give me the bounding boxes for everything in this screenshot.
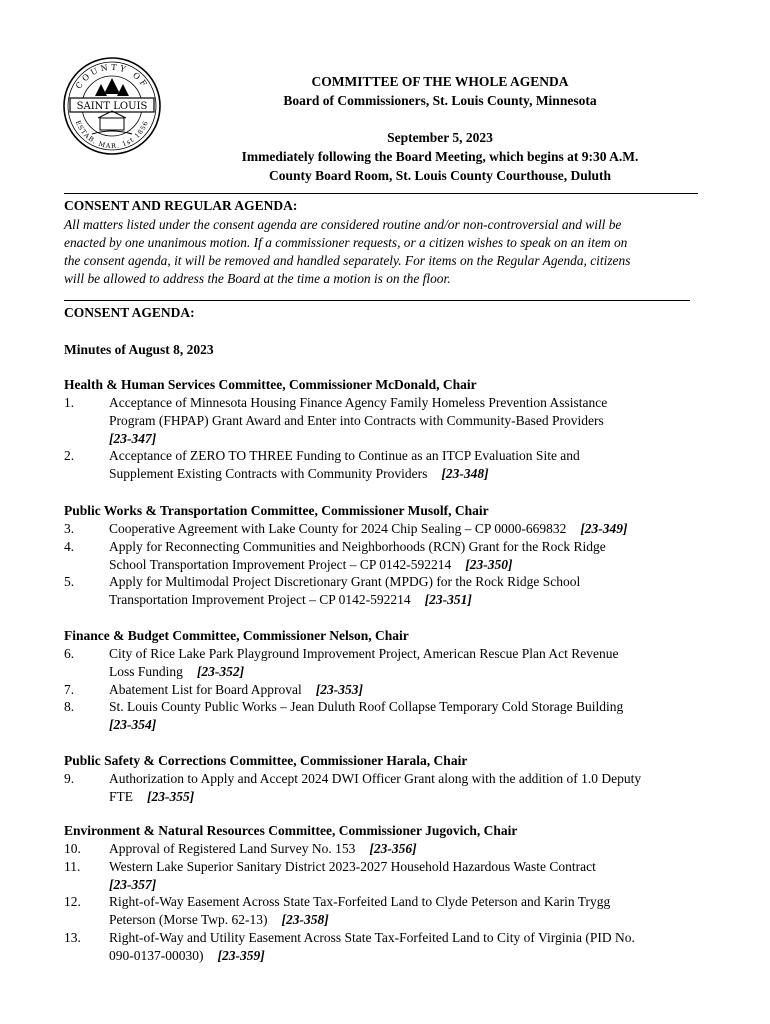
item-number: 3. <box>64 521 75 536</box>
consent-regular-description <box>64 216 714 288</box>
item-text-line: Peterson (Morse Twp. 62-13) <box>109 912 268 928</box>
item-reference: [23-358] <box>281 912 329 928</box>
item-reference: [23-353] <box>315 681 363 697</box>
item-number: 4. <box>64 538 75 554</box>
item-text-line: St. Louis County Public Works – Jean Duluth Roof Collapse Temporary Cold Storage Building <box>109 699 624 715</box>
item-number: 1. <box>64 395 75 410</box>
item-reference: [23-350] <box>465 556 513 572</box>
item-number: 11. <box>64 858 81 874</box>
item-text-line: Transportation Improvement Project – CP 0142-592214 <box>109 592 411 608</box>
item-reference: [23-356] <box>369 841 417 856</box>
agenda-item <box>64 538 724 574</box>
meeting-time: Immediately following the Board Meeting, which begins at 9:30 A.M. <box>241 149 639 164</box>
committee-group-health <box>64 376 724 483</box>
agenda-item <box>64 645 724 681</box>
item-reference: [23-351] <box>424 592 472 608</box>
seal-bottom-text: ESTAB. MAR. 1st 1856 <box>73 119 151 151</box>
agenda-item <box>64 520 724 538</box>
description-line: the consent agenda, it will be removed and handled separately. For items on the Regular Agenda, citizens <box>64 253 631 268</box>
divider-line <box>64 193 698 194</box>
agenda-item <box>64 447 724 483</box>
item-reference: [23-357] <box>109 876 157 892</box>
agenda-item <box>64 394 724 447</box>
item-reference: [23-354] <box>109 717 157 733</box>
agenda-item <box>64 929 724 965</box>
committee-title: Public Works & Transportation Committee, Commissioner Musolf, Chair <box>64 503 489 518</box>
divider-line <box>64 300 690 301</box>
item-reference: [23-352] <box>196 663 245 679</box>
item-number: 9. <box>64 771 75 786</box>
item-text-line: Western Lake Superior Sanitary District 2023-2027 Household Hazardous Waste Contract <box>109 858 596 874</box>
item-text-line: Supplement Existing Contracts with Community Providers <box>109 466 428 482</box>
item-text-line: Abatement List for Board Approval <box>109 681 302 697</box>
committee-title: Health & Human Services Committee, Commissioner McDonald, Chair <box>64 377 477 392</box>
item-number: 13. <box>64 929 81 945</box>
item-number: 5. <box>64 574 75 590</box>
minutes-heading: Minutes of August 8, 2023 <box>64 342 214 357</box>
item-text-line: Right-of-Way Easement Across State Tax-Forfeited Land to Clyde Peterson and Karin Trygg <box>109 894 611 910</box>
committee-group-finance <box>64 627 724 734</box>
description-line: enacted by one unanimous motion. If a commissioner requests, or a citizen wishes to speak on an item on <box>64 235 628 250</box>
consent-regular-title: CONSENT AND REGULAR AGENDA: <box>64 198 298 213</box>
item-number: 12. <box>64 894 81 910</box>
agenda-item <box>64 770 724 806</box>
consent-agenda-title: CONSENT AGENDA: <box>64 305 195 320</box>
county-seal-logo <box>62 56 162 156</box>
item-reference: [23-348] <box>441 466 489 482</box>
committee-title: Finance & Budget Committee, Commissioner Nelson, Chair <box>64 628 409 643</box>
committee-group-public-works <box>64 502 724 609</box>
seal-name-text: SAINT LOUIS <box>76 101 148 112</box>
item-text-line: Apply for Multimodal Project Discretionary Grant (MPDG) for the Rock Ridge School <box>109 574 581 590</box>
agenda-subtitle: Board of Commissioners, St. Louis County, Minnesota <box>283 93 597 108</box>
item-text-line: Approval of Registered Land Survey No. 153 <box>109 841 356 856</box>
item-text-line: Loss Funding <box>109 663 183 679</box>
item-text-line: 090-0137-00030) <box>109 947 204 963</box>
description-line: will be allowed to address the Board at the time a motion is on the floor. <box>64 271 451 286</box>
item-text-line: School Transportation Improvement Project – CP 0142-592214 <box>109 556 452 572</box>
item-text-line: Right-of-Way and Utility Easement Across State Tax-Forfeited Land to City of Virginia (PID No. <box>109 929 635 945</box>
item-text-line: City of Rice Lake Park Playground Improvement Project, American Rescue Plan Act Revenue <box>109 646 619 661</box>
item-number: 2. <box>64 448 75 464</box>
item-text-line: FTE <box>109 788 134 804</box>
committee-title: Public Safety & Corrections Committee, Commissioner Harala, Chair <box>64 753 468 768</box>
item-number: 10. <box>64 841 81 856</box>
agenda-item <box>64 681 724 699</box>
meeting-location: County Board Room, St. Louis County Courthouse, Duluth <box>268 168 612 183</box>
item-text-line: Apply for Reconnecting Communities and Neighborhoods (RCN) Grant for the Rock Ridge <box>109 538 606 554</box>
agenda-item <box>64 858 724 894</box>
item-text-line: Authorization to Apply and Accept 2024 DWI Officer Grant along with the addition of 1.0 Deputy <box>109 771 642 786</box>
agenda-title: COMMITTEE OF THE WHOLE AGENDA <box>311 74 569 89</box>
seal-top-text: COUNTY OF <box>73 62 151 91</box>
meeting-date: September 5, 2023 <box>387 130 493 145</box>
item-text-line: Program (FHPAP) Grant Award and Enter into Contracts with Community-Based Providers <box>109 412 604 428</box>
description-line: All matters listed under the consent agenda are considered routine and/or non-controversial and will be <box>64 217 622 232</box>
agenda-item <box>64 893 724 929</box>
committee-group-environment <box>64 822 724 965</box>
item-text-line: Cooperative Agreement with Lake County for 2024 Chip Sealing – CP 0000-669832 <box>109 521 567 536</box>
item-number: 8. <box>64 699 75 715</box>
agenda-item <box>64 573 724 609</box>
item-reference: [23-349] <box>580 521 628 536</box>
committee-group-public-safety <box>64 752 724 806</box>
item-number: 7. <box>64 681 75 697</box>
meeting-details <box>160 128 720 185</box>
item-text-line: Acceptance of ZERO TO THREE Funding to Continue as an ITCP Evaluation Site and <box>109 448 580 464</box>
agenda-item <box>64 840 724 858</box>
item-number: 6. <box>64 646 75 661</box>
agenda-header <box>160 72 720 110</box>
item-text-line: Acceptance of Minnesota Housing Finance Agency Family Homeless Prevention Assistance <box>109 395 608 410</box>
agenda-item <box>64 698 724 734</box>
item-reference: [23-355] <box>147 788 195 804</box>
item-reference: [23-359] <box>217 947 265 963</box>
committee-title: Environment & Natural Resources Committee, Commissioner Jugovich, Chair <box>64 823 518 838</box>
item-reference: [23-347] <box>109 430 157 446</box>
